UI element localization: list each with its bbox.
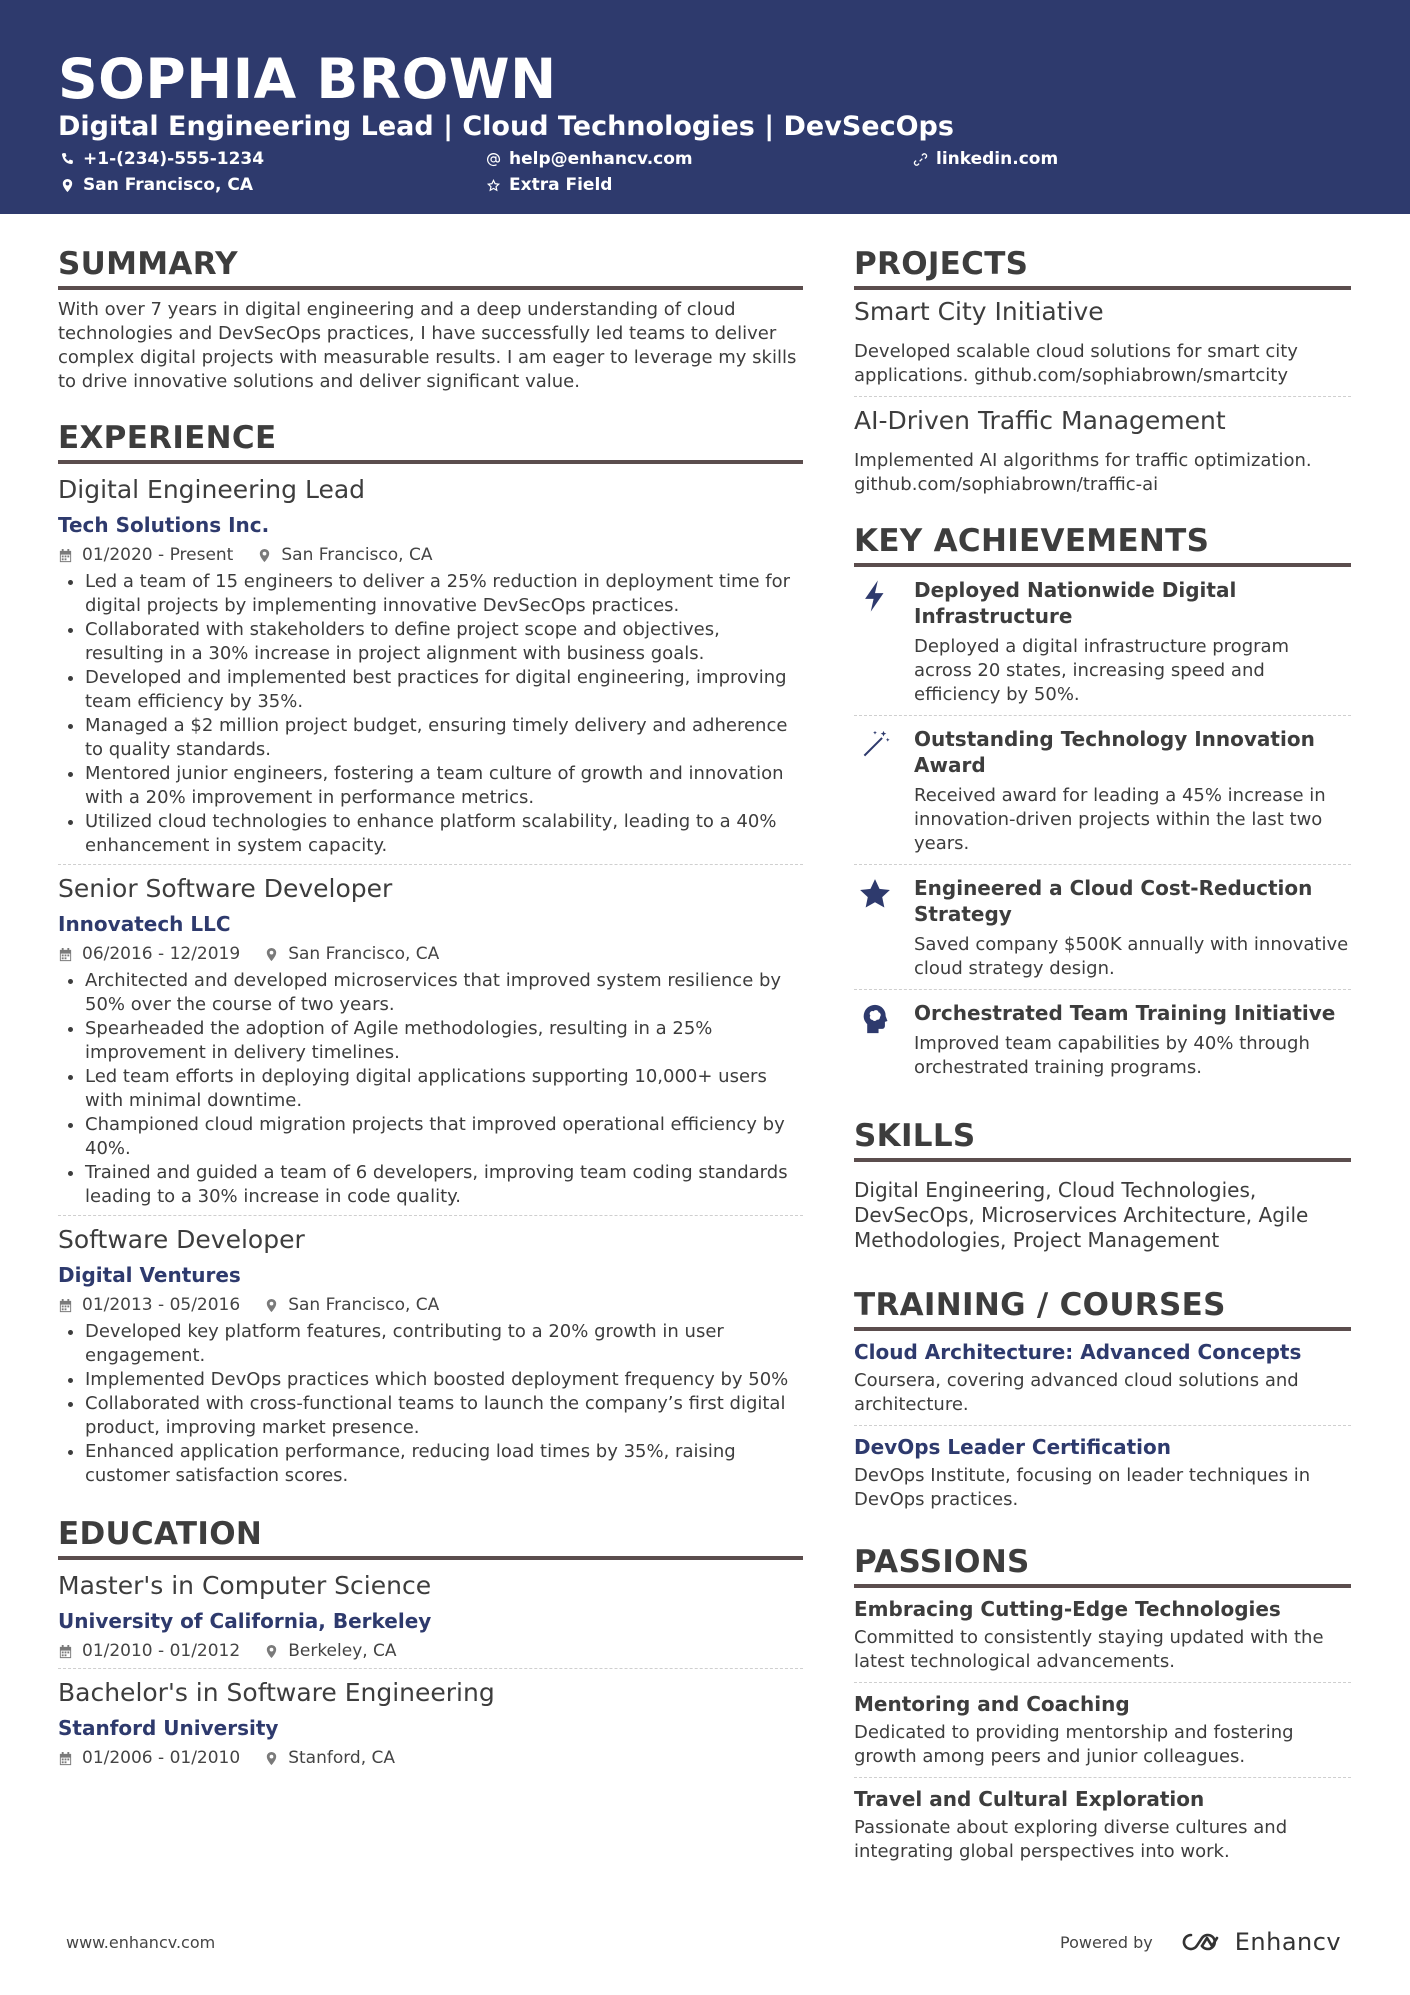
company-name: Innovatech LLC <box>58 912 231 936</box>
bullet-item: • Collaborated with stakeholders to define project scope and objectives, resulting in a 30% increase in project alignment with business goals. <box>85 618 803 666</box>
email-text: help@enhancv.com <box>509 149 693 169</box>
job-bullets <box>58 969 803 1209</box>
enhancv-logo[interactable] <box>1179 1928 1341 1956</box>
skills-text: Digital Engineering, Cloud Technologies, DevSecOps, Microservices Architecture, Agile Methodologies, Project Management <box>854 1178 1309 1252</box>
passion-description: Passionate about exploring diverse cultures and integrating global perspectives into work. <box>854 1817 1288 1862</box>
job-location: San Francisco, CA <box>288 944 440 964</box>
contact-phone[interactable] <box>60 148 264 170</box>
bullet-item: • Led a team of 15 engineers to deliver a 25% reduction in deployment time for digital projects by implementing innovative DevSecOps practices. <box>85 570 803 618</box>
bullet-item: • Managed a $2 million project budget, ensuring timely delivery and adherence to quality standards. <box>85 714 803 762</box>
projects-heading: PROJECTS <box>854 244 1351 290</box>
achievement-title: Engineered a Cloud Cost-Reduction Strategy <box>914 876 1313 926</box>
school-name: University of California, Berkeley <box>58 1609 432 1633</box>
achievement-entry <box>854 567 1351 715</box>
achievement-description: Improved team capabilities by 40% through orchestrated training programs. <box>914 1033 1310 1078</box>
job-location: San Francisco, CA <box>288 1295 440 1315</box>
contact-email[interactable] <box>486 148 693 170</box>
bullet-item: • Led team efforts in deploying digital applications supporting 10,000+ users with minimal downtime. <box>85 1065 803 1113</box>
bullet-item: • Enhanced application performance, reducing load times by 35%, raising customer satisfaction scores. <box>85 1440 803 1488</box>
school-name: Stanford University <box>58 1716 279 1740</box>
bullet-item: • Championed cloud migration projects that improved operational efficiency by 40%. <box>85 1113 803 1161</box>
calendar-icon <box>58 947 73 962</box>
phone-icon <box>60 152 75 167</box>
calendar-icon <box>58 1298 73 1313</box>
summary-section <box>58 244 803 394</box>
job-bullets <box>58 570 803 858</box>
passions-heading: PASSIONS <box>854 1542 1351 1588</box>
education-location: Stanford, CA <box>288 1748 396 1768</box>
bullet-item: • Collaborated with cross-functional teams to launch the company’s first digital product, improving market presence. <box>85 1392 803 1440</box>
project-description: Developed scalable cloud solutions for smart city applications. github.com/sophiabrown/smartcity <box>854 341 1298 386</box>
right-column <box>854 244 1351 1872</box>
headline: Digital Engineering Lead | Cloud Technologies | DevSecOps <box>58 111 954 142</box>
project-entry <box>854 396 1351 505</box>
star-outline-icon <box>486 178 501 193</box>
achievements-heading: KEY ACHIEVEMENTS <box>854 521 1351 567</box>
skills-heading: SKILLS <box>854 1116 1351 1162</box>
project-description: Implemented AI algorithms for traffic optimization. github.com/sophiabrown/traffic-ai <box>854 450 1312 495</box>
education-section <box>58 1514 803 1775</box>
phone-text: +1-(234)-555-1234 <box>83 149 265 169</box>
job-dates: 01/2020 - Present <box>82 545 234 565</box>
head-brain-icon <box>858 1002 892 1036</box>
footer-website[interactable]: www.enhancv.com <box>66 1933 216 1952</box>
passion-description: Committed to consistently staying updated with the latest technological advancements. <box>854 1627 1324 1672</box>
experience-section <box>58 418 803 1494</box>
contact-extra <box>486 174 612 196</box>
achievement-entry <box>854 864 1351 989</box>
job-dates: 06/2016 - 12/2019 <box>82 944 241 964</box>
linkedin-text: linkedin.com <box>936 149 1059 169</box>
achievement-title: Outstanding Technology Innovation Award <box>914 727 1315 777</box>
enhancv-logo-icon <box>1179 1930 1225 1954</box>
company-name: Digital Ventures <box>58 1263 241 1287</box>
achievement-description: Received award for leading a 45% increase in innovation-driven projects within the last two years. <box>914 785 1326 854</box>
project-name: AI-Driven Traffic Management <box>854 406 1226 435</box>
summary-heading: SUMMARY <box>58 244 803 290</box>
bullet-item: • Mentored junior engineers, fostering a team culture of growth and innovation with a 20% improvement in performance metrics. <box>85 762 803 810</box>
bullet-item: • Spearheaded the adoption of Agile methodologies, resulting in a 25% improvement in delivery timelines. <box>85 1017 803 1065</box>
brand-name: Enhancv <box>1234 1928 1342 1956</box>
education-meta <box>58 1640 803 1662</box>
passion-name: Embracing Cutting-Edge Technologies <box>854 1597 1281 1621</box>
degree-title: Master's in Computer Science <box>58 1571 432 1600</box>
bullet-item: • Implemented DevOps practices which boosted deployment frequency by 50% <box>85 1368 803 1392</box>
magic-wand-icon <box>858 728 892 762</box>
calendar-icon <box>58 548 73 563</box>
bullet-item: • Trained and guided a team of 6 developers, improving team coding standards leading to a 30% increase in code quality. <box>85 1161 803 1209</box>
lightning-icon <box>858 579 892 613</box>
at-icon <box>486 152 501 167</box>
training-entry <box>854 1331 1351 1425</box>
job-title: Digital Engineering Lead <box>58 475 366 504</box>
passion-entry <box>854 1588 1351 1682</box>
candidate-name: SOPHIA BROWN <box>58 47 557 111</box>
passion-name: Mentoring and Coaching <box>854 1692 1130 1716</box>
map-pin-icon <box>264 947 279 962</box>
education-entry <box>58 1570 803 1668</box>
link-icon <box>913 152 928 167</box>
job-meta <box>58 943 803 965</box>
extra-text: Extra Field <box>509 175 613 195</box>
project-entry <box>854 290 1351 396</box>
company-name: Tech Solutions Inc. <box>58 513 270 537</box>
job-title: Software Developer <box>58 1225 305 1254</box>
experience-heading: EXPERIENCE <box>58 418 803 464</box>
training-section <box>854 1285 1351 1520</box>
achievement-title: Orchestrated Team Training Initiative <box>914 1001 1336 1025</box>
left-column <box>58 244 803 1775</box>
project-name: Smart City Initiative <box>854 297 1104 326</box>
experience-entry <box>58 1215 803 1494</box>
education-heading: EDUCATION <box>58 1514 803 1560</box>
course-name: DevOps Leader Certification <box>854 1435 1171 1459</box>
achievement-entry <box>854 715 1351 864</box>
resume-header <box>0 0 1410 214</box>
bullet-item: • Developed key platform features, contributing to a 20% growth in user engagement. <box>85 1320 803 1368</box>
job-title: Senior Software Developer <box>58 874 393 903</box>
education-dates: 01/2010 - 01/2012 <box>82 1641 241 1661</box>
achievements-section <box>854 521 1351 1088</box>
training-entry <box>854 1425 1351 1520</box>
bullet-item: • Utilized cloud technologies to enhance platform scalability, leading to a 40% enhancement in system capacity. <box>85 810 803 858</box>
job-bullets <box>58 1320 803 1488</box>
achievement-entry <box>854 989 1351 1088</box>
passion-entry <box>854 1777 1351 1872</box>
summary-text: With over 7 years in digital engineering and a deep understanding of cloud technologies and DevSecOps practices, I have successfully led teams to deliver complex digital projects with measurable results. I am eager to leverage my skills to drive innovative solutions and deliver significant value. <box>58 299 797 392</box>
skills-section <box>854 1116 1351 1253</box>
map-pin-icon <box>257 548 272 563</box>
location-text: San Francisco, CA <box>83 175 254 195</box>
achievement-description: Saved company $500K annually with innovative cloud strategy design. <box>914 934 1349 979</box>
passion-description: Dedicated to providing mentorship and fostering growth among peers and junior colleagues. <box>854 1722 1294 1767</box>
calendar-icon <box>58 1644 73 1659</box>
map-pin-icon <box>264 1644 279 1659</box>
map-pin-icon <box>264 1298 279 1313</box>
passions-section <box>854 1542 1351 1872</box>
bullet-item: • Developed and implemented best practices for digital engineering, improving team efficiency by 35%. <box>85 666 803 714</box>
job-meta <box>58 1294 803 1316</box>
training-heading: TRAINING / COURSES <box>854 1285 1351 1331</box>
job-dates: 01/2013 - 05/2016 <box>82 1295 241 1315</box>
education-entry <box>58 1668 803 1775</box>
experience-entry <box>58 474 803 864</box>
job-location: San Francisco, CA <box>281 545 433 565</box>
experience-entry <box>58 864 803 1215</box>
projects-section <box>854 244 1351 505</box>
calendar-icon <box>58 1751 73 1766</box>
education-dates: 01/2006 - 01/2010 <box>82 1748 241 1768</box>
passion-name: Travel and Cultural Exploration <box>854 1787 1205 1811</box>
course-description: Coursera, covering advanced cloud solutions and architecture. <box>854 1370 1299 1415</box>
education-location: Berkeley, CA <box>288 1641 397 1661</box>
course-name: Cloud Architecture: Advanced Concepts <box>854 1340 1302 1364</box>
powered-by-text: Powered by <box>1060 1932 1153 1952</box>
achievement-title: Deployed Nationwide Digital Infrastructure <box>914 578 1237 628</box>
contact-linkedin[interactable] <box>913 148 1058 170</box>
bullet-item: • Architected and developed microservices that improved system resilience by 50% over the course of two years. <box>85 969 803 1017</box>
star-icon <box>858 877 892 911</box>
passion-entry <box>854 1682 1351 1777</box>
contact-location <box>60 174 253 196</box>
map-pin-icon <box>264 1751 279 1766</box>
education-meta <box>58 1747 803 1769</box>
map-pin-icon <box>60 178 75 193</box>
job-meta <box>58 544 803 566</box>
degree-title: Bachelor's in Software Engineering <box>58 1678 495 1707</box>
footer-powered-by <box>1060 1928 1341 1956</box>
course-description: DevOps Institute, focusing on leader techniques in DevOps practices. <box>854 1465 1311 1510</box>
achievement-description: Deployed a digital infrastructure program across 20 states, increasing speed and efficiency by 50%. <box>914 636 1290 705</box>
